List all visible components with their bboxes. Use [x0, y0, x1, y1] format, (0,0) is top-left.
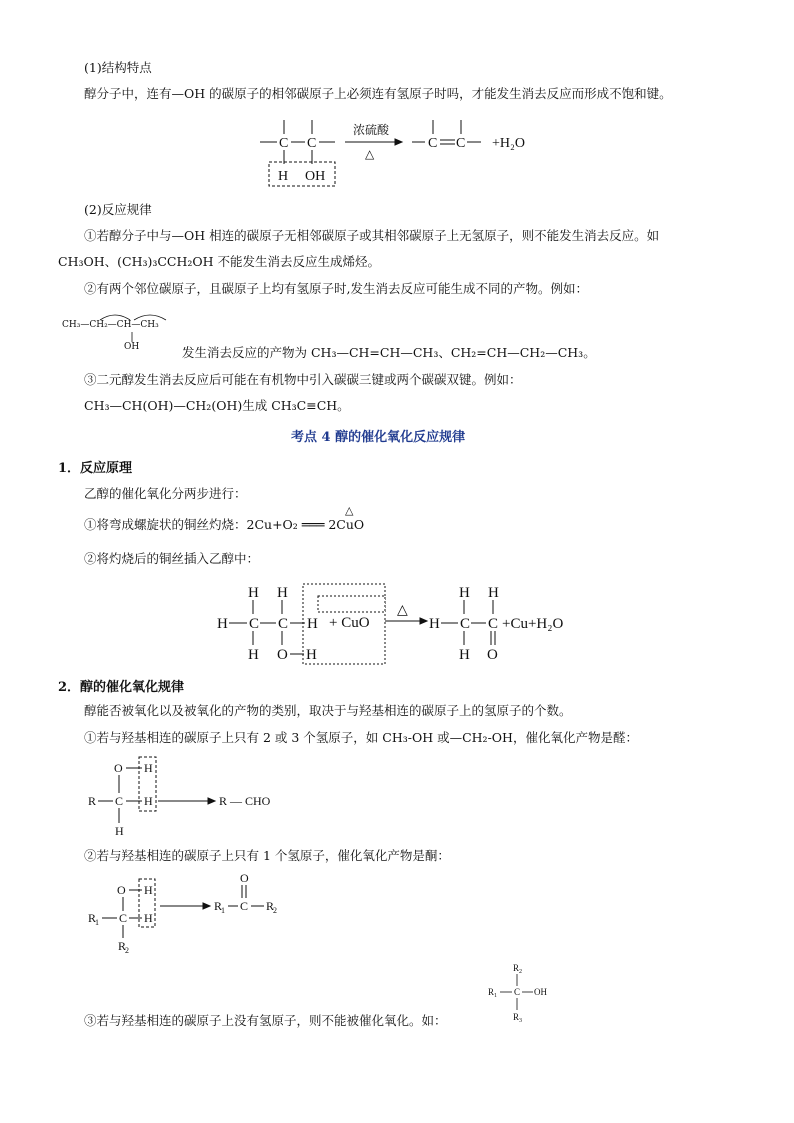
part2-rule2-products: 发生消去反应的产物为 CH₃—CH=CH—CH₃、CH₂=CH—CH₂—CH₃。: [182, 345, 596, 360]
eq-h: H: [278, 169, 289, 184]
principle-intro: 乙醇的催化氧化分两步进行：: [84, 486, 247, 501]
svg-text:H: H: [144, 794, 153, 808]
eq-plus-cuo: + CuO: [329, 615, 370, 631]
svg-text:2: 2: [519, 969, 522, 975]
rules-rule2: ②若与羟基相连的碳原子上只有 1 个氢原子，催化氧化产物是酮：: [84, 848, 450, 863]
svg-text:O: O: [487, 647, 498, 663]
elimination-equation: [255, 112, 565, 190]
svg-text:1: 1: [95, 918, 99, 927]
principle-step2: ②将灼烧后的铜丝插入乙醇中：: [84, 551, 260, 566]
svg-text:H: H: [306, 647, 317, 663]
svg-text:H: H: [429, 616, 440, 632]
rules-rule1: ①若与羟基相连的碳原子上只有 2 或 3 个氢原子，如 CH₃-OH 或—CH₂-OH，催化氧化产物是醛：: [84, 730, 638, 745]
svg-text:C: C: [460, 616, 471, 632]
tertiary-alcohol-structure: [488, 962, 558, 1022]
step1-condition: △: [345, 504, 354, 517]
svg-text:H: H: [115, 824, 124, 838]
principle-step1: ①将弯成螺旋状的铜丝灼烧：2Cu+O₂ ═══ 2CuO: [84, 517, 365, 532]
svg-text:R: R: [214, 899, 223, 913]
svg-text:3: 3: [519, 1018, 522, 1024]
butanol-formula: CH₃—CH₂—CH—CH₃: [62, 320, 159, 330]
principle-number: 1．反应原理: [58, 461, 133, 476]
svg-text:R: R: [266, 899, 275, 913]
svg-text:C: C: [307, 136, 317, 151]
ethanol-oxidation-equation: [215, 582, 585, 664]
svg-text:H: H: [217, 616, 228, 632]
svg-text:O: O: [114, 761, 123, 775]
ketone-scheme: [88, 870, 308, 954]
svg-text:R: R: [513, 963, 520, 973]
svg-text:H: H: [307, 616, 318, 632]
part2-rule1-a: ①若醇分子中与—OH 相连的碳原子无相邻碳原子或其相邻碳原子上无氢原子，则不能发生消去反应。如: [84, 228, 660, 243]
svg-text:1: 1: [221, 906, 225, 915]
svg-text:C: C: [119, 911, 128, 925]
svg-text:OH: OH: [534, 987, 547, 997]
svg-text:1: 1: [494, 993, 497, 999]
svg-text:C: C: [278, 616, 289, 632]
svg-text:2: 2: [273, 906, 277, 915]
svg-text:C: C: [279, 136, 289, 151]
part1-title: (1)结构特点: [84, 60, 152, 75]
svg-text:C: C: [456, 136, 466, 151]
part2-rule1-b: CH₃OH、(CH₃)₃CCH₂OH 不能发生消去反应生成烯烃。: [58, 254, 381, 269]
svg-text:O: O: [240, 871, 249, 885]
eq-products: +Cu+H₂O: [502, 616, 564, 632]
eq-reagent: 浓硫酸: [353, 123, 390, 137]
svg-text:H: H: [488, 585, 499, 601]
svg-text:R: R: [488, 987, 495, 997]
svg-text:C: C: [115, 794, 124, 808]
part2-title: (2)反应规律: [84, 202, 152, 217]
svg-text:H: H: [248, 647, 259, 663]
elimination-arcs: [90, 310, 180, 324]
eq-water: +H₂O: [492, 136, 525, 151]
svg-text:2: 2: [125, 946, 129, 955]
svg-text:H: H: [144, 883, 153, 897]
eq-heat: △: [397, 603, 408, 618]
svg-text:O: O: [277, 647, 288, 663]
part1-line1: 醇分子中，连有—OH 的碳原子的相邻碳原子上必须连有氢原子时吗，才能发生消去反应而形成不饱和键。: [84, 86, 672, 101]
eq-condition: △: [365, 147, 375, 161]
part2-rule2: ②有两个邻位碳原子，且碳原子上均有氢原子时,发生消去反应可能生成不同的产物。例如：: [84, 281, 588, 296]
eq-oh: OH: [305, 169, 326, 184]
svg-text:H: H: [277, 585, 288, 601]
svg-text:R: R: [513, 1012, 520, 1022]
svg-text:C: C: [488, 616, 499, 632]
section-title: 考点 4 醇的催化氧化反应规律: [291, 430, 466, 445]
rules-number: 2．醇的催化氧化规律: [58, 680, 185, 695]
rules-rule3: ③若与羟基相连的碳原子上没有氢原子，则不能被催化氧化。如：: [84, 1013, 447, 1028]
svg-text:H: H: [459, 647, 470, 663]
svg-text:H: H: [144, 911, 153, 925]
svg-text:C: C: [240, 899, 249, 913]
part2-rule3: ③二元醇发生消去反应后可能在有机物中引入碳碳三键或两个碳碳双键。例如：: [84, 372, 522, 387]
svg-text:H: H: [248, 585, 259, 601]
svg-text:R: R: [88, 911, 97, 925]
aldehyde-product: R — CHO: [219, 794, 271, 808]
svg-text:R: R: [118, 939, 127, 953]
svg-text:R: R: [88, 794, 97, 808]
svg-text:H: H: [459, 585, 470, 601]
svg-text:H: H: [144, 761, 153, 775]
part2-rule3-example: CH₃—CH(OH)—CH₂(OH)生成 CH₃C≡CH。: [84, 398, 350, 413]
svg-text:O: O: [117, 883, 126, 897]
butanol-oh: OH: [124, 342, 140, 352]
rules-intro: 醇能否被氧化以及被氧化的产物的类别，取决于与羟基相连的碳原子上的氢原子的个数。: [84, 703, 572, 718]
svg-text:C: C: [514, 987, 521, 997]
svg-text:C: C: [249, 616, 260, 632]
aldehyde-scheme: [86, 757, 306, 837]
svg-text:C: C: [428, 136, 438, 151]
